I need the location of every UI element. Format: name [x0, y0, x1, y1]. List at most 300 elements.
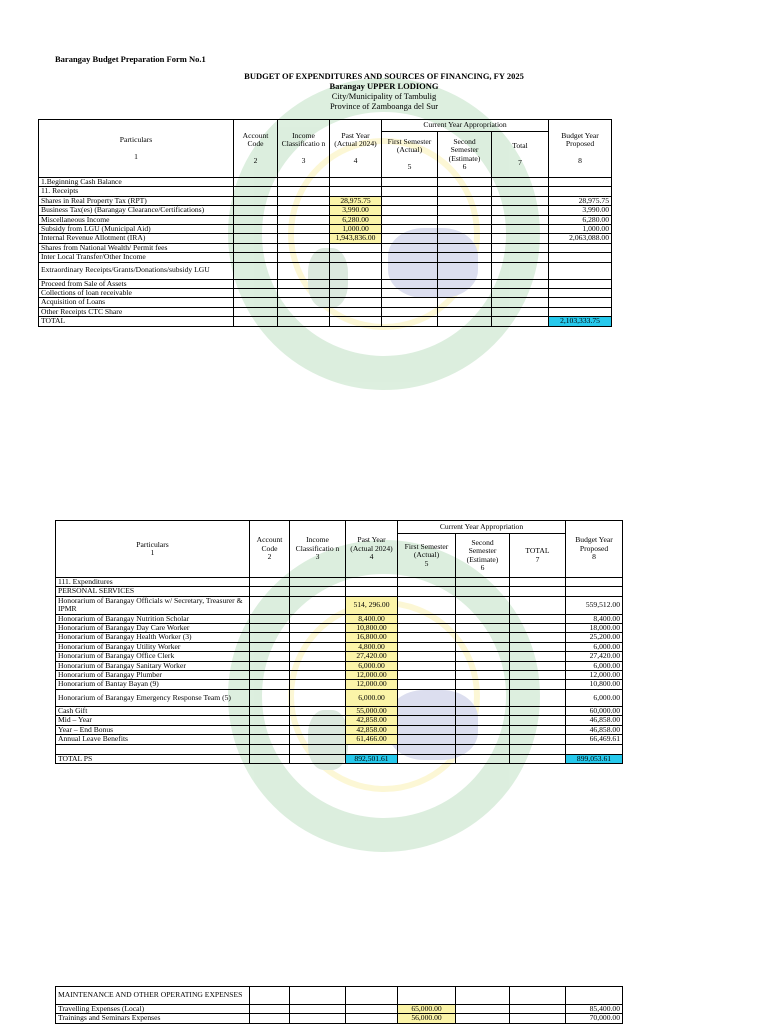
row-second-semester: [456, 1005, 510, 1014]
row-past-year: 42,858.00: [346, 725, 398, 734]
row-particulars: Trainings and Seminars Expenses: [56, 1014, 250, 1023]
row-past-year: 27,420.00: [346, 652, 398, 661]
row-account-code: [234, 215, 278, 224]
row-account-code: [250, 671, 290, 680]
row-account-code: [250, 1014, 290, 1023]
row-first-semester: [382, 215, 438, 224]
row-income-classification: [278, 225, 330, 234]
row-particulars: Shares from National Wealth/ Permit fees: [39, 243, 234, 252]
row-first-semester: [382, 262, 438, 279]
row-first-semester: [382, 206, 438, 215]
row-income-classification: [278, 289, 330, 298]
row-past-year: 61,466.00: [346, 735, 398, 744]
row-total: [492, 234, 549, 243]
ps-row: [56, 735, 623, 744]
row-first-semester: 56,000.00: [398, 1014, 456, 1023]
row-total: [510, 614, 566, 623]
row-past-year: 6,000.00: [346, 689, 398, 706]
row-total: [510, 642, 566, 651]
row-second-semester: [456, 614, 510, 623]
row-particulars: Year – End Bonus: [56, 725, 250, 734]
row-account-code: [234, 298, 278, 307]
row-first-semester: [398, 706, 456, 715]
col-budget-year: Budget Year Proposed 8: [566, 521, 623, 578]
row-second-semester: [438, 215, 492, 224]
row-second-semester: [456, 689, 510, 706]
col-past-year: Past Year (Actual 2024) 4: [346, 521, 398, 578]
row-total: [510, 1014, 566, 1023]
row-past-year: [330, 307, 382, 316]
row-particulars: Honorarium of Barangay Emergency Response Team (5): [56, 689, 250, 706]
ps-total-proposed: 899,053.61: [566, 754, 623, 763]
row-budget-proposed: 8,400.00: [566, 614, 623, 623]
row-budget-proposed: [549, 289, 612, 298]
receipts-row: [39, 206, 612, 215]
row-income-classification: [278, 215, 330, 224]
row-particulars: Honorarium of Barangay Nutrition Scholar: [56, 614, 250, 623]
ps-row: [56, 661, 623, 670]
row-past-year: 16,800.00: [346, 633, 398, 642]
row-account-code: [234, 196, 278, 205]
row-budget-proposed: 28,975.75: [549, 196, 612, 205]
row-particulars: Honorarium of Barangay Officials w/ Secretary, Treasurer & IPMR: [56, 596, 250, 614]
municipality-name: City/Municipality of Tambulig: [331, 91, 437, 101]
row-particulars: Business Tax(es) (Barangay Clearance/Certifications): [39, 206, 234, 215]
row-second-semester: [456, 716, 510, 725]
row-past-year: [330, 298, 382, 307]
row-past-year: 1,000.00: [330, 225, 382, 234]
row-particulars: Honorarium of Barangay Health Worker (3): [56, 633, 250, 642]
col-income-classification: Income Classificatio n 3: [278, 120, 330, 178]
row-account-code: [250, 1005, 290, 1014]
row-total: [492, 289, 549, 298]
row-budget-proposed: [549, 187, 612, 196]
receipts-row: [39, 234, 612, 243]
document-heading: BUDGET OF EXPENDITURES AND SOURCES OF FINANCING, FY 2025: [244, 71, 524, 81]
row-second-semester: [438, 298, 492, 307]
receipts-total-proposed: 2,103,333.75: [549, 317, 612, 326]
row-budget-proposed: 27,420.00: [566, 652, 623, 661]
row-budget-proposed: 12,000.00: [566, 671, 623, 680]
row-income-classification: [290, 1014, 346, 1023]
row-budget-proposed: [549, 243, 612, 252]
row-first-semester: [398, 633, 456, 642]
col-first-semester: First Semester (Actual) 5: [398, 534, 456, 578]
ps-row: [56, 624, 623, 633]
col-total: TOTAL 7: [510, 534, 566, 578]
row-past-year: 28,975.75: [330, 196, 382, 205]
col-particulars: Particulars 1: [39, 120, 234, 178]
row-total: [492, 279, 549, 288]
row-particulars: Extraordinary Receipts/Grants/Donations/subsidy LGU: [39, 262, 234, 279]
row-past-year: [346, 1005, 398, 1014]
row-account-code: [234, 279, 278, 288]
row-account-code: [234, 289, 278, 298]
row-budget-proposed: [549, 279, 612, 288]
col-past-year: Past Year (Actual 2024) 4: [330, 120, 382, 178]
col-total: Total 7: [492, 132, 549, 178]
row-particulars: Cash Gift: [56, 706, 250, 715]
row-second-semester: [438, 178, 492, 187]
row-second-semester: [438, 253, 492, 262]
row-total: [492, 298, 549, 307]
row-second-semester: [456, 642, 510, 651]
row-first-semester: [398, 652, 456, 661]
ps-row: [56, 614, 623, 623]
row-income-classification: [290, 596, 346, 614]
row-budget-proposed: 6,000.00: [566, 689, 623, 706]
row-account-code: [234, 178, 278, 187]
row-past-year: 4,800.00: [346, 642, 398, 651]
receipts-row: [39, 279, 612, 288]
receipts-row: [39, 178, 612, 187]
row-particulars: Proceed from Sale of Assets: [39, 279, 234, 288]
row-past-year: 55,000.00: [346, 706, 398, 715]
row-total: [510, 706, 566, 715]
row-past-year: 6,280.00: [330, 215, 382, 224]
row-account-code: [234, 307, 278, 316]
row-total: [510, 652, 566, 661]
row-particulars: Other Receipts CTC Share: [39, 307, 234, 316]
row-past-year: 3,990.00: [330, 206, 382, 215]
row-first-semester: [382, 196, 438, 205]
ps-row: [56, 689, 623, 706]
row-budget-proposed: 25,200.00: [566, 633, 623, 642]
row-income-classification: [290, 671, 346, 680]
ps-row: [56, 680, 623, 689]
receipts-row: [39, 253, 612, 262]
ps-row: [56, 716, 623, 725]
row-first-semester: [382, 279, 438, 288]
row-account-code: [250, 706, 290, 715]
row-total: [492, 187, 549, 196]
row-second-semester: [456, 652, 510, 661]
row-total: [510, 633, 566, 642]
row-income-classification: [290, 652, 346, 661]
row-total: [492, 178, 549, 187]
col-second-semester: Second Semester (Estimate) 6: [456, 534, 510, 578]
row-first-semester: [398, 735, 456, 744]
col-account-code: Account Code 2: [250, 521, 290, 578]
row-first-semester: [398, 716, 456, 725]
row-second-semester: [438, 196, 492, 205]
row-past-year: [330, 243, 382, 252]
row-budget-proposed: 18,000.00: [566, 624, 623, 633]
row-budget-proposed: 10,800.00: [566, 680, 623, 689]
row-particulars: Honorarium of Barangay Plumber: [56, 671, 250, 680]
row-second-semester: [456, 1014, 510, 1023]
row-past-year: [330, 253, 382, 262]
col-current-year: Current Year Appropriation: [398, 521, 566, 534]
row-income-classification: [278, 307, 330, 316]
row-account-code: [234, 206, 278, 215]
row-account-code: [234, 253, 278, 262]
row-total: [510, 624, 566, 633]
row-total: [492, 215, 549, 224]
receipts-total-label: TOTAL: [39, 317, 234, 326]
row-total: [510, 725, 566, 734]
row-budget-proposed: 46,858.00: [566, 725, 623, 734]
row-second-semester: [438, 289, 492, 298]
row-account-code: [250, 633, 290, 642]
row-income-classification: [278, 196, 330, 205]
row-total: [510, 1005, 566, 1014]
row-second-semester: [456, 680, 510, 689]
row-second-semester: [438, 206, 492, 215]
row-first-semester: [382, 289, 438, 298]
row-past-year: 42,858.00: [346, 716, 398, 725]
row-second-semester: [438, 243, 492, 252]
row-account-code: [250, 716, 290, 725]
row-account-code: [234, 225, 278, 234]
row-budget-proposed: 3,990.00: [549, 206, 612, 215]
row-account-code: [250, 652, 290, 661]
receipts-row: [39, 215, 612, 224]
row-particulars: Honorarium of Bantay Bayan (9): [56, 680, 250, 689]
row-account-code: [250, 689, 290, 706]
ps-row: [56, 706, 623, 715]
row-first-semester: [398, 661, 456, 670]
row-total: [510, 661, 566, 670]
row-total: [492, 307, 549, 316]
row-past-year: 8,400.00: [346, 614, 398, 623]
row-total: [492, 196, 549, 205]
row-income-classification: [290, 689, 346, 706]
row-first-semester: 65,000.00: [398, 1005, 456, 1014]
expenditures-section-label: 111. Expenditures: [56, 578, 250, 587]
row-second-semester: [456, 596, 510, 614]
row-second-semester: [456, 633, 510, 642]
row-particulars: Honorarium of Barangay Utility Worker: [56, 642, 250, 651]
row-total: [510, 716, 566, 725]
receipts-row: [39, 262, 612, 279]
col-particulars: Particulars 1: [56, 521, 250, 578]
ps-total-label: TOTAL PS: [56, 754, 250, 763]
ps-row: [56, 652, 623, 661]
row-particulars: Mid – Year: [56, 716, 250, 725]
row-second-semester: [456, 624, 510, 633]
row-particulars: 11. Receipts: [39, 187, 234, 196]
row-income-classification: [290, 716, 346, 725]
row-budget-proposed: [549, 178, 612, 187]
row-income-classification: [290, 1005, 346, 1014]
row-first-semester: [382, 243, 438, 252]
row-budget-proposed: 70,000.00: [566, 1014, 623, 1023]
row-particulars: Miscellaneous Income: [39, 215, 234, 224]
row-total: [510, 689, 566, 706]
receipts-table: [38, 119, 612, 327]
row-total: [510, 596, 566, 614]
row-budget-proposed: 85,400.00: [566, 1005, 623, 1014]
row-second-semester: [456, 735, 510, 744]
row-account-code: [250, 680, 290, 689]
row-past-year: 12,000.00: [346, 680, 398, 689]
receipts-row: [39, 298, 612, 307]
row-budget-proposed: [549, 298, 612, 307]
row-past-year: [330, 289, 382, 298]
row-first-semester: [382, 298, 438, 307]
row-particulars: Inter Local Transfer/Other Income: [39, 253, 234, 262]
province-name: Province of Zamboanga del Sur: [329, 101, 439, 111]
row-particulars: Honorarium of Barangay Sanitary Worker: [56, 661, 250, 670]
row-particulars: Shares in Real Property Tax (RPT): [39, 196, 234, 205]
row-particulars: Internal Revenue Allotment (IRA): [39, 234, 234, 243]
row-past-year: 1,943,836.00: [330, 234, 382, 243]
col-second-semester: Second Semester (Estimate) 6: [438, 132, 492, 178]
row-total: [492, 262, 549, 279]
row-budget-proposed: 559,512.00: [566, 596, 623, 614]
row-account-code: [250, 596, 290, 614]
row-first-semester: [398, 689, 456, 706]
row-second-semester: [456, 671, 510, 680]
receipts-row: [39, 225, 612, 234]
row-income-classification: [290, 706, 346, 715]
row-first-semester: [398, 624, 456, 633]
row-account-code: [250, 661, 290, 670]
row-past-year: 10,800.00: [346, 624, 398, 633]
row-account-code: [234, 243, 278, 252]
row-second-semester: [456, 661, 510, 670]
row-account-code: [234, 234, 278, 243]
row-account-code: [250, 642, 290, 651]
row-income-classification: [290, 725, 346, 734]
row-second-semester: [438, 225, 492, 234]
row-budget-proposed: [549, 307, 612, 316]
row-total: [510, 680, 566, 689]
row-income-classification: [290, 633, 346, 642]
row-particulars: Subsidy from LGU (Municipal Aid): [39, 225, 234, 234]
row-account-code: [250, 735, 290, 744]
row-budget-proposed: [549, 262, 612, 279]
row-income-classification: [278, 262, 330, 279]
barangay-name: Barangay UPPER LODIONG: [329, 81, 439, 91]
row-income-classification: [290, 624, 346, 633]
row-past-year: 12,000.00: [346, 671, 398, 680]
row-income-classification: [290, 642, 346, 651]
row-budget-proposed: 60,000.00: [566, 706, 623, 715]
row-income-classification: [278, 298, 330, 307]
ps-row: [56, 633, 623, 642]
col-first-semester: First Semester (Actual) 5: [382, 132, 438, 178]
row-first-semester: [398, 596, 456, 614]
row-budget-proposed: 6,000.00: [566, 642, 623, 651]
row-income-classification: [278, 279, 330, 288]
row-income-classification: [290, 680, 346, 689]
row-second-semester: [438, 262, 492, 279]
row-income-classification: [278, 253, 330, 262]
row-first-semester: [382, 253, 438, 262]
row-budget-proposed: [549, 253, 612, 262]
row-past-year: [330, 178, 382, 187]
row-past-year: [330, 262, 382, 279]
receipts-row: [39, 307, 612, 316]
row-income-classification: [290, 735, 346, 744]
col-income-classification: Income Classificatio n 3: [290, 521, 346, 578]
row-budget-proposed: 6,000.00: [566, 661, 623, 670]
row-second-semester: [438, 279, 492, 288]
expenditures-table: [55, 520, 623, 764]
form-title: Barangay Budget Preparation Form No.1: [55, 54, 206, 64]
row-total: [492, 206, 549, 215]
mooe-table: [55, 986, 623, 1024]
row-budget-proposed: 2,063,088.00: [549, 234, 612, 243]
row-account-code: [250, 614, 290, 623]
row-income-classification: [290, 661, 346, 670]
mooe-row: [56, 1014, 623, 1023]
row-account-code: [250, 624, 290, 633]
row-first-semester: [382, 187, 438, 196]
receipts-row: [39, 289, 612, 298]
row-particulars: Honorarium of Barangay Day Care Worker: [56, 624, 250, 633]
receipts-row: [39, 187, 612, 196]
row-budget-proposed: 1,000.00: [549, 225, 612, 234]
ps-total-past: 892,501.61: [346, 754, 398, 763]
row-first-semester: [382, 307, 438, 316]
row-total: [510, 735, 566, 744]
mooe-row: [56, 1005, 623, 1014]
row-account-code: [234, 187, 278, 196]
row-past-year: 6,000.00: [346, 661, 398, 670]
row-income-classification: [290, 614, 346, 623]
row-first-semester: [382, 178, 438, 187]
row-second-semester: [438, 234, 492, 243]
ps-row: [56, 642, 623, 651]
row-first-semester: [398, 680, 456, 689]
row-budget-proposed: 6,280.00: [549, 215, 612, 224]
ps-row: [56, 671, 623, 680]
row-particulars: 1.Beginning Cash Balance: [39, 178, 234, 187]
row-second-semester: [438, 187, 492, 196]
row-total: [510, 671, 566, 680]
receipts-row: [39, 196, 612, 205]
col-budget-year: Budget Year Proposed 8: [549, 120, 612, 178]
row-past-year: [330, 187, 382, 196]
col-current-year: Current Year Appropriation: [382, 120, 549, 132]
row-second-semester: [456, 706, 510, 715]
row-first-semester: [398, 671, 456, 680]
row-past-year: [346, 1014, 398, 1023]
row-particulars: Honorarium of Barangay Office Clerk: [56, 652, 250, 661]
row-first-semester: [398, 725, 456, 734]
row-second-semester: [438, 307, 492, 316]
row-first-semester: [382, 225, 438, 234]
row-budget-proposed: 66,469.61: [566, 735, 623, 744]
row-second-semester: [456, 725, 510, 734]
row-account-code: [234, 262, 278, 279]
row-income-classification: [278, 178, 330, 187]
ps-row: [56, 725, 623, 734]
row-particulars: Collections of loan receivable: [39, 289, 234, 298]
col-account-code: Account Code 2: [234, 120, 278, 178]
row-first-semester: [382, 234, 438, 243]
row-first-semester: [398, 642, 456, 651]
row-account-code: [250, 725, 290, 734]
row-income-classification: [278, 187, 330, 196]
ps-row: [56, 596, 623, 614]
row-past-year: 514, 296.00: [346, 596, 398, 614]
row-income-classification: [278, 206, 330, 215]
row-first-semester: [398, 614, 456, 623]
row-budget-proposed: 46,858.00: [566, 716, 623, 725]
row-particulars: Acquisition of Loans: [39, 298, 234, 307]
row-total: [492, 225, 549, 234]
receipts-row: [39, 243, 612, 252]
row-particulars: Travelling Expenses (Local): [56, 1005, 250, 1014]
row-income-classification: [278, 234, 330, 243]
mooe-label: MAINTENANCE AND OTHER OPERATING EXPENSES: [56, 987, 250, 1005]
row-total: [492, 243, 549, 252]
row-total: [492, 253, 549, 262]
